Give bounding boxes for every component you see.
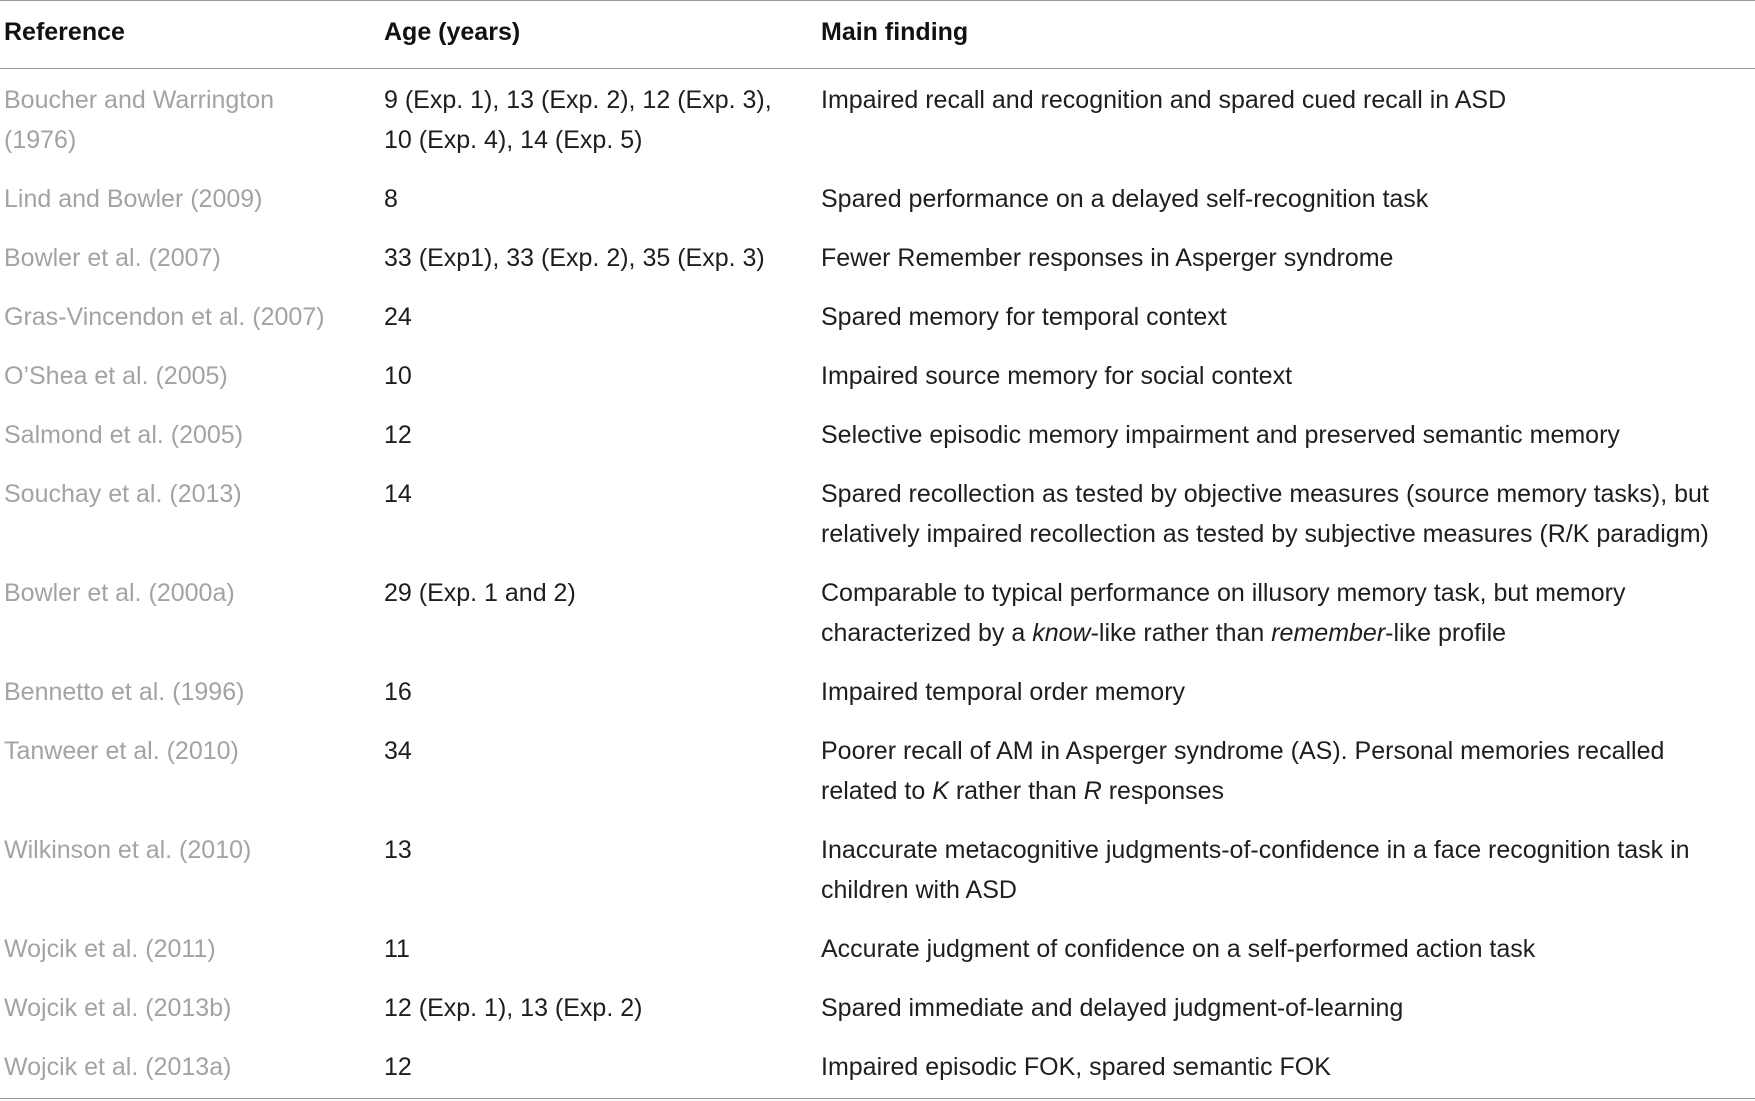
column-header-reference: Reference (4, 18, 125, 46)
header-rule (0, 68, 1755, 69)
age-cell (384, 929, 804, 969)
age-cell-line: 24 (384, 303, 412, 331)
reference-cell (4, 929, 374, 969)
reference-cell-line: Wojcik et al. (2013a) (4, 1053, 232, 1081)
main-finding-cell-line: Fewer Remember responses in Asperger syndrome (821, 244, 1394, 272)
age-cell-line: 10 (Exp. 4), 14 (Exp. 5) (384, 126, 643, 154)
reference-cell (4, 830, 374, 870)
age-cell-line: 8 (384, 185, 398, 213)
main-finding-cell (821, 731, 1751, 811)
age-cell (384, 179, 804, 219)
reference-cell-line: Wojcik et al. (2011) (4, 935, 216, 963)
age-cell (384, 80, 804, 160)
main-finding-cell (821, 80, 1751, 120)
main-finding-cell-line: relatively impaired recollection as tested by subjective measures (R/K paradigm) (821, 520, 1709, 548)
reference-cell-line: Wilkinson et al. (2010) (4, 836, 252, 864)
main-finding-cell (821, 179, 1751, 219)
main-finding-cell (821, 474, 1751, 554)
reference-cell-line: Salmond et al. (2005) (4, 421, 244, 449)
column-header-age: Age (years) (384, 18, 521, 46)
main-finding-cell (821, 573, 1751, 653)
reference-cell-line: Bowler et al. (2007) (4, 244, 221, 272)
reference-cell-line: O’Shea et al. (2005) (4, 362, 228, 390)
reference-cell-line: Tanweer et al. (2010) (4, 737, 239, 765)
column-header-main-finding: Main finding (821, 18, 969, 46)
main-finding-cell-line: Spared memory for temporal context (821, 303, 1227, 331)
reference-cell (4, 356, 374, 396)
main-finding-cell (821, 830, 1751, 910)
main-finding-cell-line: children with ASD (821, 876, 1017, 904)
reference-cell-line: Boucher and Warrington (4, 86, 275, 114)
reference-cell (4, 238, 374, 278)
age-cell (384, 672, 804, 712)
main-finding-cell (821, 1047, 1751, 1087)
reference-cell-line: Wojcik et al. (2013b) (4, 994, 232, 1022)
main-finding-cell-line: Impaired episodic FOK, spared semantic FOK (821, 1053, 1331, 1081)
reference-cell (4, 179, 374, 219)
age-cell-line: 34 (384, 737, 412, 765)
age-cell (384, 474, 804, 514)
age-cell-line: 33 (Exp1), 33 (Exp. 2), 35 (Exp. 3) (384, 244, 765, 272)
age-cell (384, 988, 804, 1028)
main-finding-cell-line: Spared immediate and delayed judgment-of-learning (821, 994, 1404, 1022)
main-finding-cell-line: Spared performance on a delayed self-recognition task (821, 185, 1429, 213)
main-finding-cell (821, 988, 1751, 1028)
main-finding-cell (821, 672, 1751, 712)
reference-cell (4, 1047, 374, 1087)
main-finding-cell (821, 415, 1751, 455)
reference-cell-line: Bowler et al. (2000a) (4, 579, 235, 607)
age-cell (384, 731, 804, 771)
main-finding-cell (821, 297, 1751, 337)
reference-cell (4, 988, 374, 1028)
age-cell-line: 13 (384, 836, 412, 864)
main-finding-cell (821, 356, 1751, 396)
main-finding-cell-line: Poorer recall of AM in Asperger syndrome (AS). Personal memories recalled (821, 737, 1665, 765)
age-cell-line: 12 (Exp. 1), 13 (Exp. 2) (384, 994, 643, 1022)
age-cell (384, 297, 804, 337)
table-top-rule (0, 0, 1755, 1)
age-cell (384, 356, 804, 396)
reference-cell (4, 80, 374, 160)
main-finding-cell-line: Inaccurate metacognitive judgments-of-confidence in a face recognition task in (821, 836, 1690, 864)
main-finding-cell (821, 929, 1751, 969)
age-cell (384, 573, 804, 613)
age-cell-line: 9 (Exp. 1), 13 (Exp. 2), 12 (Exp. 3), (384, 86, 772, 114)
main-finding-cell-line: Spared recollection as tested by objective measures (source memory tasks), but (821, 480, 1709, 508)
reference-cell-line: Gras-Vincendon et al. (2007) (4, 303, 325, 331)
reference-cell (4, 573, 374, 613)
reference-cell (4, 474, 374, 514)
age-cell (384, 1047, 804, 1087)
age-cell-line: 16 (384, 678, 412, 706)
age-cell-line: 12 (384, 1053, 412, 1081)
main-finding-cell-line: Comparable to typical performance on illusory memory task, but memory (821, 579, 1626, 607)
reference-cell-line: Souchay et al. (2013) (4, 480, 242, 508)
main-finding-cell-line: Selective episodic memory impairment and preserved semantic memory (821, 421, 1620, 449)
main-finding-cell-line: characterized by a know-like rather than remember-like profile (821, 619, 1507, 647)
main-finding-cell (821, 238, 1751, 278)
reference-cell (4, 415, 374, 455)
age-cell (384, 415, 804, 455)
reference-cell (4, 672, 374, 712)
reference-cell (4, 297, 374, 337)
age-cell-line: 10 (384, 362, 412, 390)
reference-cell-line: Lind and Bowler (2009) (4, 185, 263, 213)
reference-cell-line: Bennetto et al. (1996) (4, 678, 245, 706)
main-finding-cell-line: Impaired recall and recognition and spared cued recall in ASD (821, 86, 1507, 114)
reference-cell-line: (1976) (4, 126, 77, 154)
age-cell-line: 11 (384, 935, 410, 963)
age-cell (384, 238, 804, 278)
main-finding-cell-line: Impaired temporal order memory (821, 678, 1186, 706)
table-bottom-rule (0, 1098, 1755, 1099)
main-finding-cell-line: related to K rather than R responses (821, 777, 1225, 805)
age-cell-line: 29 (Exp. 1 and 2) (384, 579, 576, 607)
age-cell (384, 830, 804, 870)
main-finding-cell-line: Accurate judgment of confidence on a self-performed action task (821, 935, 1536, 963)
age-cell-line: 14 (384, 480, 412, 508)
main-finding-cell-line: Impaired source memory for social context (821, 362, 1293, 390)
reference-cell (4, 731, 374, 771)
age-cell-line: 12 (384, 421, 412, 449)
